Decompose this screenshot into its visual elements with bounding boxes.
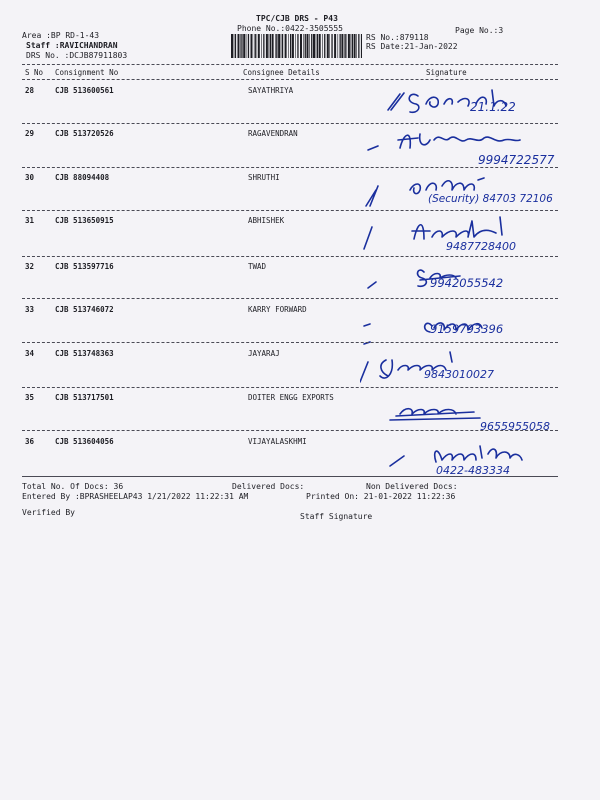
barcode-bar bbox=[240, 34, 241, 58]
barcode-bar bbox=[352, 34, 353, 58]
barcode-bar bbox=[345, 34, 346, 58]
barcode-bar bbox=[234, 34, 235, 58]
column-signature: Signature bbox=[426, 68, 467, 77]
barcode-bar bbox=[348, 34, 350, 58]
row-consignee: SHRUTHI bbox=[248, 173, 280, 182]
row-sno: 35 bbox=[25, 393, 35, 402]
barcode-bar bbox=[281, 34, 282, 58]
row-consignee: SAYATHRIYA bbox=[248, 86, 294, 95]
row-sno: 36 bbox=[25, 437, 35, 446]
drs-number: DRS No. :DCJB87911803 bbox=[26, 51, 128, 60]
divider bbox=[22, 64, 558, 65]
barcode-bar bbox=[344, 34, 345, 58]
row-consignment: CJB 513597716 bbox=[55, 262, 114, 271]
barcode-bar bbox=[309, 34, 310, 58]
divider bbox=[22, 476, 558, 477]
barcode-bar bbox=[329, 34, 330, 58]
row-consignee: TWAD bbox=[248, 262, 267, 271]
barcode-bar bbox=[334, 34, 336, 58]
row-sno: 30 bbox=[25, 173, 35, 182]
handwritten-note: (Security) 84703 72106 bbox=[428, 193, 553, 205]
row-consignment: CJB 513604056 bbox=[55, 437, 114, 446]
barcode-bar bbox=[297, 34, 298, 58]
barcode-bar bbox=[285, 34, 287, 58]
handwritten-note: 9487728400 bbox=[446, 240, 516, 253]
row-sno: 29 bbox=[25, 129, 35, 138]
handwritten-note: 9994722577 bbox=[478, 153, 555, 167]
column-consignee: Consignee Details bbox=[243, 68, 320, 77]
barcode-bar bbox=[276, 34, 277, 58]
barcode-bar bbox=[278, 34, 280, 58]
handwritten-note: 9159793396 bbox=[430, 322, 504, 336]
barcode-bar bbox=[338, 34, 339, 58]
barcode-bar bbox=[241, 34, 242, 58]
barcode-bar bbox=[243, 34, 245, 58]
barcode-bar bbox=[258, 34, 260, 58]
barcode-bar bbox=[300, 34, 302, 58]
barcode-bar bbox=[316, 34, 317, 58]
row-consignee: RAGAVENDRAN bbox=[248, 129, 298, 138]
barcode-bar bbox=[288, 34, 289, 58]
barcode-bar bbox=[290, 34, 291, 58]
row-consignment: CJB 513746072 bbox=[55, 305, 114, 314]
delivered-docs: Delivered Docs: bbox=[232, 482, 305, 491]
row-consignment: CJB 513748363 bbox=[55, 349, 114, 358]
staff-field: Staff :RAVICHANDRAN bbox=[26, 41, 118, 50]
entered-by: Entered By :BPRASHEELAP43 1/21/2022 11:22:31 AM bbox=[22, 492, 249, 501]
barcode-bar bbox=[356, 34, 357, 58]
barcode-bar bbox=[235, 34, 236, 58]
barcode-bar bbox=[341, 34, 343, 58]
row-sno: 32 bbox=[25, 262, 35, 271]
handwritten-note: 21.1.22 bbox=[470, 100, 516, 114]
barcode-bar bbox=[307, 34, 309, 58]
barcode-bar bbox=[358, 34, 359, 58]
row-sno: 33 bbox=[25, 305, 35, 314]
row-divider bbox=[22, 430, 558, 431]
barcode-bar bbox=[272, 34, 274, 58]
barcode-bar bbox=[266, 34, 268, 58]
row-consignee: KARRY FORWARD bbox=[248, 305, 307, 314]
row-divider bbox=[22, 387, 558, 388]
printed-on: Printed On: 21-01-2022 11:22:36 bbox=[306, 492, 456, 501]
barcode-bar bbox=[354, 34, 356, 58]
barcode-bar bbox=[327, 34, 329, 58]
barcode-bar bbox=[322, 34, 323, 58]
row-consignment: CJB 513717501 bbox=[55, 393, 114, 402]
row-sno: 28 bbox=[25, 86, 35, 95]
signature-scribble bbox=[360, 168, 580, 212]
row-consignee: ABHISHEK bbox=[248, 216, 285, 225]
barcode-bar bbox=[305, 34, 306, 58]
barcode-bar bbox=[292, 34, 294, 58]
rs-date: RS Date:21-Jan-2022 bbox=[366, 42, 458, 51]
barcode-bar bbox=[361, 34, 362, 58]
barcode-bar bbox=[246, 34, 247, 58]
row-consignee: VIJAYALASKHMI bbox=[248, 437, 307, 446]
verified-by: Verified By bbox=[22, 508, 75, 517]
barcode-bar bbox=[251, 34, 253, 58]
barcode-bar bbox=[282, 34, 283, 58]
row-consignee: DOITER ENGG EXPORTS bbox=[248, 393, 334, 402]
barcode-bar bbox=[261, 34, 262, 58]
barcode-bar bbox=[255, 34, 256, 58]
barcode-bar bbox=[238, 34, 240, 58]
barcode-bar bbox=[231, 34, 233, 58]
barcode-bar bbox=[248, 34, 249, 58]
barcode-bar bbox=[269, 34, 270, 58]
barcode-bar bbox=[319, 34, 321, 58]
column-consignment: Consignment No bbox=[55, 68, 119, 77]
staff-signature-label: Staff Signature bbox=[300, 512, 373, 521]
barcode-bar bbox=[275, 34, 276, 58]
barcode-bar bbox=[311, 34, 312, 58]
non-delivered-docs: Non Delivered Docs: bbox=[366, 482, 458, 491]
barcode-bar bbox=[254, 34, 255, 58]
rs-number: RS No.:879118 bbox=[366, 33, 429, 42]
row-divider bbox=[22, 298, 558, 299]
row-consignee: JAYARAJ bbox=[248, 349, 280, 358]
phone-number: Phone No.:0422-3505555 bbox=[237, 24, 343, 33]
row-sno: 34 bbox=[25, 349, 35, 358]
row-consignment: CJB 513650915 bbox=[55, 216, 114, 225]
handwritten-note: 9655955058 bbox=[480, 420, 550, 433]
handwritten-note: 9843010027 bbox=[424, 368, 494, 381]
barcode bbox=[230, 34, 362, 58]
page-number: Page No.:3 bbox=[455, 26, 504, 35]
barcode-bar bbox=[317, 34, 318, 58]
barcode-bar bbox=[303, 34, 304, 58]
handwritten-note: 0422-483334 bbox=[436, 464, 510, 477]
handwritten-note: 9942055542 bbox=[430, 276, 504, 290]
row-divider bbox=[22, 342, 558, 343]
row-consignment: CJB 88094408 bbox=[55, 173, 110, 182]
column-sno: S No bbox=[25, 68, 44, 77]
row-consignment: CJB 513720526 bbox=[55, 129, 114, 138]
barcode-bar bbox=[331, 34, 332, 58]
total-docs: Total No. Of Docs: 36 bbox=[22, 482, 124, 491]
barcode-bar bbox=[270, 34, 271, 58]
barcode-bar bbox=[313, 34, 315, 58]
row-consignment: CJB 513600561 bbox=[55, 86, 114, 95]
barcode-bar bbox=[351, 34, 352, 58]
barcode-bar bbox=[263, 34, 264, 58]
row-sno: 31 bbox=[25, 216, 35, 225]
barcode-bar bbox=[340, 34, 341, 58]
document-title: TPC/CJB DRS - P43 bbox=[256, 14, 338, 23]
barcode-bar bbox=[324, 34, 325, 58]
barcode-bar bbox=[295, 34, 296, 58]
area-field: Area :BP RD-1-43 bbox=[22, 31, 100, 40]
